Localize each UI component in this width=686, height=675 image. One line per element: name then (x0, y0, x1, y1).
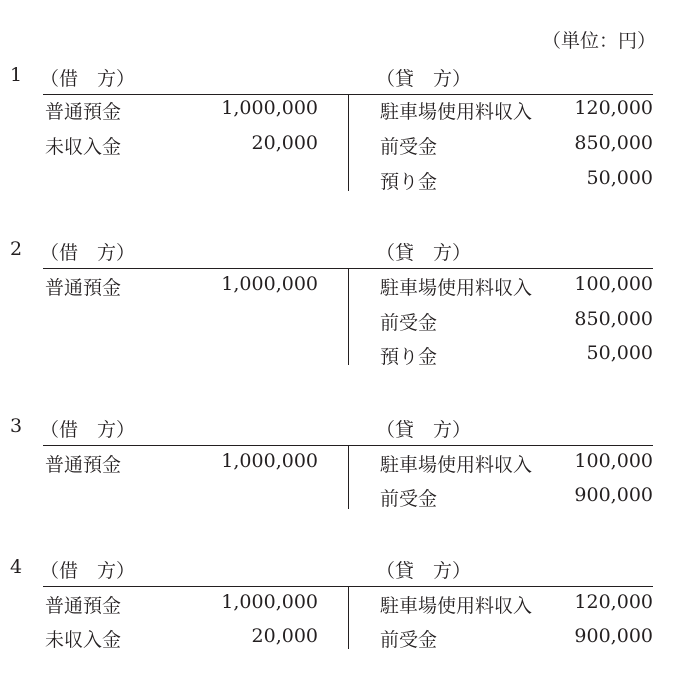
debit-account: 普通預金 (45, 454, 122, 476)
option-number: 3 (10, 415, 23, 437)
journal-row (0, 97, 686, 131)
debit-account: 未収入金 (45, 629, 122, 651)
credit-account: 前受金 (380, 629, 438, 651)
journal-row (0, 342, 686, 376)
credit-amount: 850,000 (574, 308, 653, 330)
credit-account: 前受金 (380, 488, 438, 510)
debit-amount: 1,000,000 (221, 450, 318, 472)
credit-account: 駐車場使用料収入 (380, 101, 533, 123)
journal-row (0, 484, 686, 518)
debit-amount: 1,000,000 (221, 273, 318, 295)
debit-account: 普通預金 (45, 101, 122, 123)
credit-account: 預り金 (380, 346, 438, 368)
journal-row (0, 450, 686, 484)
debit-amount: 1,000,000 (221, 591, 318, 613)
credit-account: 前受金 (380, 136, 438, 158)
credit-amount: 50,000 (586, 167, 653, 189)
debit-account: 普通預金 (45, 595, 122, 617)
credit-header: （貸 方） (376, 560, 472, 582)
credit-amount: 100,000 (574, 450, 653, 472)
debit-header: （借 方） (40, 560, 136, 582)
credit-amount: 900,000 (574, 625, 653, 647)
credit-account: 駐車場使用料収入 (380, 454, 533, 476)
journal-row (0, 308, 686, 342)
credit-amount: 900,000 (574, 484, 653, 506)
debit-amount: 1,000,000 (221, 97, 318, 119)
journal-row (0, 591, 686, 625)
journal-row (0, 167, 686, 201)
option-number: 2 (10, 238, 23, 260)
unit-label: （単位：円） (541, 30, 656, 52)
credit-header: （貸 方） (376, 242, 472, 264)
option-number: 4 (10, 556, 23, 578)
debit-header: （借 方） (40, 68, 136, 90)
credit-account: 駐車場使用料収入 (380, 277, 533, 299)
credit-amount: 850,000 (574, 132, 653, 154)
journal-row (0, 625, 686, 659)
credit-account: 預り金 (380, 171, 438, 193)
journal-row (0, 132, 686, 166)
credit-header: （貸 方） (376, 419, 472, 441)
credit-account: 前受金 (380, 312, 438, 334)
debit-header: （借 方） (40, 242, 136, 264)
credit-amount: 120,000 (574, 97, 653, 119)
debit-amount: 20,000 (251, 625, 318, 647)
credit-amount: 100,000 (574, 273, 653, 295)
debit-amount: 20,000 (251, 132, 318, 154)
credit-amount: 50,000 (586, 342, 653, 364)
debit-header: （借 方） (40, 419, 136, 441)
option-number: 1 (10, 64, 23, 86)
debit-account: 未収入金 (45, 136, 122, 158)
credit-header: （貸 方） (376, 68, 472, 90)
credit-account: 駐車場使用料収入 (380, 595, 533, 617)
debit-account: 普通預金 (45, 277, 122, 299)
journal-row (0, 273, 686, 307)
credit-amount: 120,000 (574, 591, 653, 613)
